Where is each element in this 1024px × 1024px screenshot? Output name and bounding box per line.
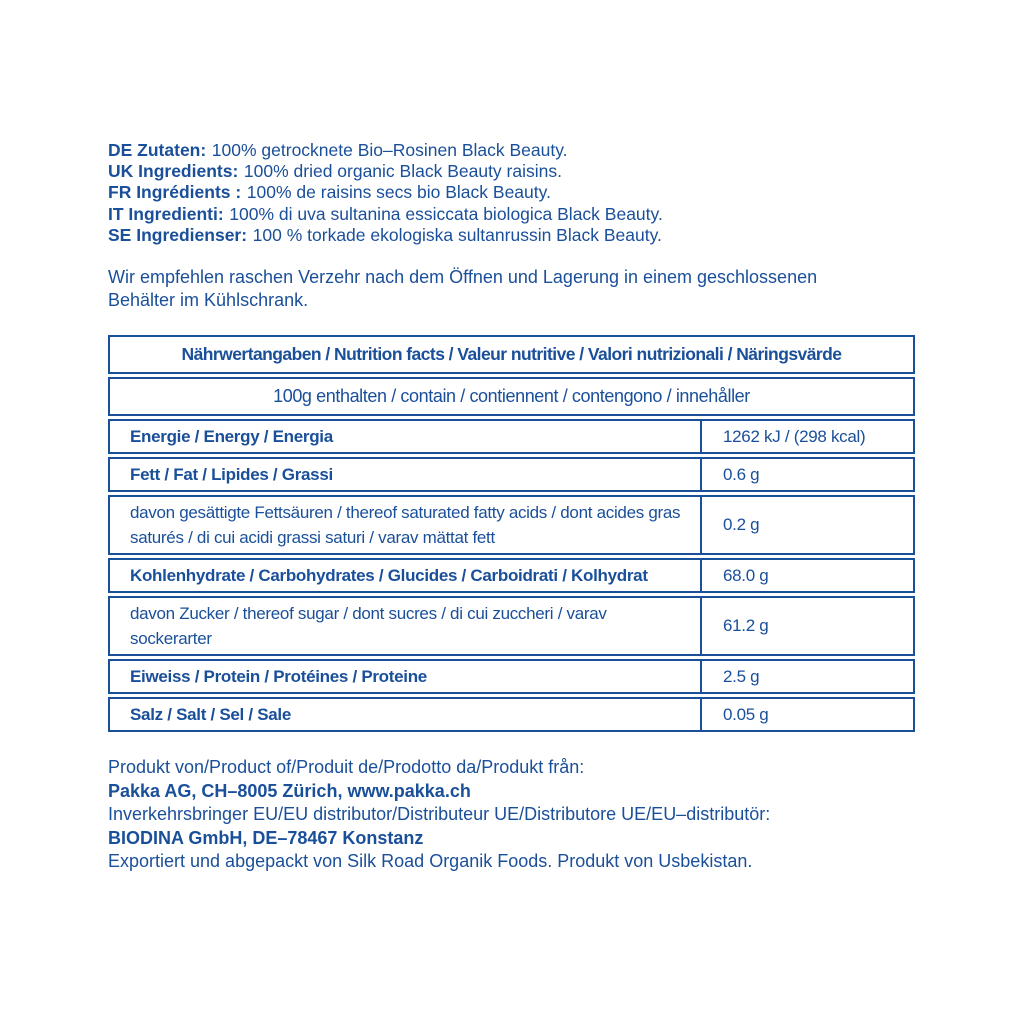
- distributor-name-line: BIODINA GmbH, DE–78467 Konstanz: [108, 827, 424, 848]
- table-row-saturated-fat: [108, 495, 915, 555]
- ingredients-line-it: [108, 204, 915, 225]
- row-value-carbohydrates: 68.0 g: [700, 560, 913, 591]
- row-label-saturated-fat: davon gesättigte Fettsäuren / thereof saturated fatty acids / dont acides gras saturés / di cui acidi grassi saturi / varav mättat fett: [130, 503, 681, 548]
- row-label-protein: Eiweiss / Protein / Protéines / Proteine: [130, 667, 427, 687]
- table-row-sugar: [108, 596, 915, 656]
- ingredients-label-de: DE Zutaten:: [108, 140, 207, 160]
- table-row-fat: [108, 457, 915, 492]
- producer-intro-line: Produkt von/Product of/Produit de/Prodotto da/Produkt från:: [108, 757, 585, 778]
- ingredients-section: [108, 140, 915, 246]
- table-row-carbohydrates: [108, 558, 915, 593]
- table-row-protein: [108, 659, 915, 694]
- producer-section: [108, 756, 915, 874]
- row-value-saturated-fat: 0.2 g: [700, 497, 913, 553]
- ingredients-label-se: SE Ingredienser:: [108, 224, 248, 245]
- ingredients-line-uk: [108, 161, 915, 182]
- ingredients-line-se: [108, 225, 915, 246]
- ingredients-text-it: 100% di uva sultanina essiccata biologica Black Beauty.: [229, 203, 663, 224]
- nutrition-table-title-text: Nährwertangaben / Nutrition facts / Valeur nutritive / Valori nutrizionali / Näringsvärde: [181, 344, 842, 365]
- row-label-salt: Salz / Salt / Sel / Sale: [130, 705, 291, 725]
- ingredients-text-fr: 100% de raisins secs bio Black Beauty.: [246, 182, 551, 203]
- row-value-salt: 0.05 g: [700, 699, 913, 730]
- ingredients-text-se: 100 % torkade ekologiska sultanrussin Black Beauty.: [252, 224, 662, 245]
- ingredients-label-it: IT Ingredienti:: [108, 203, 224, 224]
- ingredients-label-uk: UK Ingredients:: [108, 161, 239, 182]
- table-row-energy: [108, 419, 915, 454]
- export-origin-line: Exportiert und abgepackt von Silk Road Organik Foods. Produkt von Usbekistan.: [108, 851, 753, 872]
- row-value-sugar: 61.2 g: [700, 598, 913, 654]
- producer-name-line: Pakka AG, CH–8005 Zürich, www.pakka.ch: [108, 780, 471, 801]
- ingredients-line-fr: [108, 182, 915, 203]
- row-label-energy: Energie / Energy / Energia: [130, 427, 333, 447]
- nutrition-table-subtitle: [108, 377, 915, 416]
- ingredients-label-fr: FR Ingrédients :: [108, 182, 242, 203]
- nutrition-table: [108, 335, 915, 732]
- row-value-fat: 0.6 g: [700, 459, 913, 490]
- ingredients-text-de: 100% getrocknete Bio–Rosinen Black Beauty.: [211, 140, 568, 160]
- ingredients-line-de: [108, 140, 915, 161]
- row-label-carbohydrates: Kohlenhydrate / Carbohydrates / Glucides / Carboidrati / Kolhydrat: [130, 566, 648, 586]
- row-value-protein: 2.5 g: [700, 661, 913, 692]
- row-value-energy: 1262 kJ / (298 kcal): [700, 421, 913, 452]
- label-content: [108, 140, 915, 874]
- nutrition-table-title: [108, 335, 915, 374]
- table-row-salt: [108, 697, 915, 732]
- distributor-intro-line: Inverkehrsbringer EU/EU distributor/Distributeur UE/Distributore UE/EU–distributör:: [108, 804, 771, 825]
- row-label-sugar: davon Zucker / thereof sugar / dont sucres / di cui zuccheri / varav sockerarter: [130, 604, 607, 649]
- nutrition-table-subtitle-text: 100g enthalten / contain / contiennent / contengono / innehåller: [273, 386, 750, 407]
- row-label-fat: Fett / Fat / Lipides / Grassi: [130, 465, 333, 485]
- storage-note: Wir empfehlen raschen Verzehr nach dem Öffnen und Lagerung in einem geschlossenen Behälter im Kühlschrank.: [108, 267, 818, 311]
- ingredients-text-uk: 100% dried organic Black Beauty raisins.: [243, 161, 562, 182]
